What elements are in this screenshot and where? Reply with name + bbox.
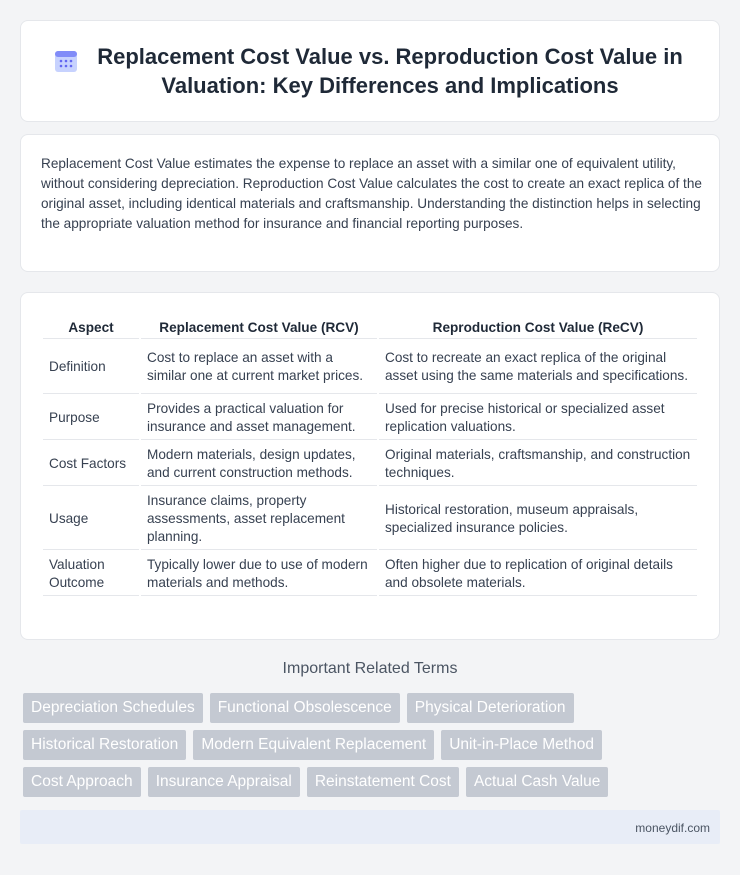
tag-modern-equivalent-replacement[interactable]: Modern Equivalent Replacement	[193, 730, 434, 760]
footer-site-link[interactable]: moneydif.com	[635, 821, 710, 835]
cell-rcv: Insurance claims, property assessments, asset replacement planning.	[141, 488, 377, 550]
cell-recv: Often higher due to replication of original details and obsolete materials.	[379, 552, 697, 596]
tag-actual-cash-value[interactable]: Actual Cash Value	[466, 767, 608, 797]
tag-physical-deterioration[interactable]: Physical Deterioration	[407, 693, 574, 723]
tag-unit-in-place-method[interactable]: Unit-in-Place Method	[441, 730, 602, 760]
intro-card	[20, 134, 720, 272]
tag-functional-obsolescence[interactable]: Functional Obsolescence	[210, 693, 400, 723]
footer	[20, 810, 720, 844]
tag-depreciation-schedules[interactable]: Depreciation Schedules	[23, 693, 203, 723]
tag-historical-restoration[interactable]: Historical Restoration	[23, 730, 186, 760]
header-card	[20, 20, 720, 122]
cell-recv: Historical restoration, museum appraisals, specialized insurance policies.	[379, 488, 697, 550]
cell-rcv: Provides a practical valuation for insurance and asset management.	[141, 396, 377, 440]
related-terms-title: Important Related Terms	[282, 660, 458, 677]
cell-recv: Original materials, craftsmanship, and construction techniques.	[379, 442, 697, 486]
tag-row	[23, 767, 723, 797]
tag-cost-approach[interactable]: Cost Approach	[23, 767, 141, 797]
comparison-table	[41, 315, 699, 598]
header-aspect: Aspect	[43, 317, 139, 339]
tag-row	[23, 730, 723, 760]
cell-recv: Used for precise historical or specialized asset replication valuations.	[379, 396, 697, 440]
page-title: Replacement Cost Value vs. Reproduction Cost Value in Valuation: Key Differences and Implications	[97, 44, 683, 98]
related-terms-tags	[23, 693, 723, 804]
table-row	[43, 341, 697, 394]
cell-rcv: Typically lower due to use of modern materials and methods.	[141, 552, 377, 596]
comparison-card	[20, 292, 720, 640]
cell-aspect: Definition	[43, 341, 139, 394]
tag-reinstatement-cost[interactable]: Reinstatement Cost	[307, 767, 459, 797]
cell-rcv: Modern materials, design updates, and current construction methods.	[141, 442, 377, 486]
cell-aspect: Purpose	[43, 396, 139, 440]
intro-paragraph: Replacement Cost Value estimates the expense to replace an asset with a similar one of equivalent utility, without considering depreciation. Reproduction Cost Value calculates the cost to create an exact replica of the original asset, including identical materials and craftsmanship. Understanding the distinction helps in selecting the appropriate valuation method for insurance and financial reporting purposes.	[41, 156, 702, 231]
table-row	[43, 442, 697, 486]
table-header-row	[43, 317, 697, 339]
cell-aspect: Cost Factors	[43, 442, 139, 486]
cell-aspect: Valuation Outcome	[43, 552, 139, 596]
cell-recv: Cost to recreate an exact replica of the original asset using the same materials and specifications.	[379, 341, 697, 394]
table-row	[43, 552, 697, 596]
tag-row	[23, 693, 723, 723]
cell-rcv: Cost to replace an asset with a similar one at current market prices.	[141, 341, 377, 394]
cell-aspect: Usage	[43, 488, 139, 550]
header-recv: Reproduction Cost Value (ReCV)	[379, 317, 697, 339]
table-row	[43, 396, 697, 440]
tag-insurance-appraisal[interactable]: Insurance Appraisal	[148, 767, 300, 797]
table-row	[43, 488, 697, 550]
header-rcv: Replacement Cost Value (RCV)	[141, 317, 377, 339]
